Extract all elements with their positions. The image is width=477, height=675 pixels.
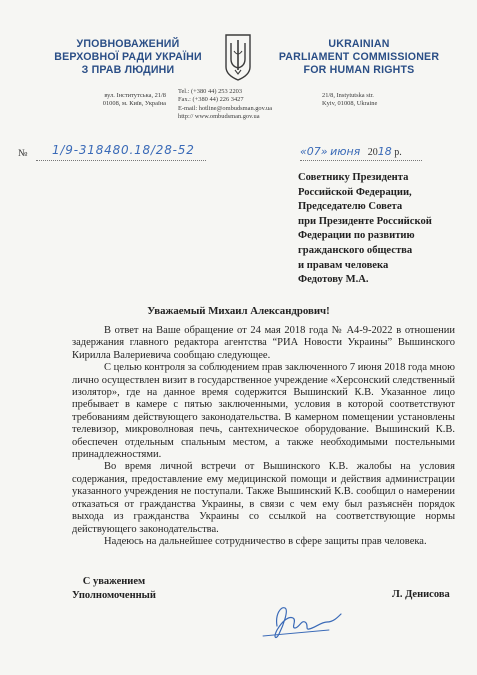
letter-date <box>300 145 402 158</box>
address-line: Kyiv, 01008, Ukraine <box>322 100 378 108</box>
recipient-line: Советнику Президента <box>298 172 409 183</box>
address-line: 21/8, Instytutska str. <box>322 92 374 99</box>
recipient-line: Председателю Совета <box>298 201 403 213</box>
address-ukrainian <box>62 92 166 109</box>
body-paragraph: В ответ на Ваше обращение от 24 мая 2018 года № А4-9-2022 в отношении задержания главного редактора агентства “РИА Новости Украины” Вышинского Кирилла Валериевича сообщаю следующее. <box>72 325 455 361</box>
org-en-line: PARLIAMENT COMMISSIONER <box>278 51 440 63</box>
body-paragraph: С целью контроля за соблюдением прав заключенного 7 июня 2018 года мною лично осуществлен визит в государственное учреждение «Херсонский следственный изолятор», где на данное время содержится Вышинский К.В. Указанное лицо пребывает в камере с пятью заключенными, условия в которой соответствуют требованиям действующего законодательства. В камерном помещении установлены телевизор, микроволновая печь, сантехническое оборудование. Вышинский К.В. обеспечен отдельным спальным местом, а также необходимыми постельными принадлежностями. <box>72 362 455 461</box>
phone: Tel.: (+380 44) 253 2203 <box>178 88 243 95</box>
trident-emblem-icon <box>223 33 253 81</box>
recipient-line: Российской Федерации, <box>298 186 412 198</box>
date-year: 18 <box>377 145 392 158</box>
handwritten-signature <box>255 596 347 646</box>
org-ua-line: З ПРАВ ЛЮДИНИ <box>81 64 175 76</box>
reference-underline <box>36 160 206 161</box>
recipient-line: Федерации по развитию <box>298 230 415 242</box>
email: E-mail: hotline@ombudsman.gov.ua <box>178 104 273 112</box>
greeting: Уважаемый Михаил Александрович! <box>147 305 330 317</box>
body-paragraph: Во время личной встречи от Вышинского К.В. жалобы на условия содержания, предоставление ему медицинской помощи и действия администрации указанного учреждения не поступали. Также Вышинский К.В. сообщил о намерении отказаться от гражданства Украины, в связи с чем ему был разъяснён порядок выхода из гражданства Украины со ссылкой на соответствующие нормы действующего законодательства. <box>72 461 455 535</box>
contact-block <box>178 88 318 122</box>
org-name-ukrainian <box>42 38 214 77</box>
reference-number-prefix: № <box>18 148 28 159</box>
website: http:// www.ombudsman.gov.ua <box>178 113 260 121</box>
signer-name: Л. Денисова <box>392 589 450 600</box>
org-en-line: FOR HUMAN RIGHTS <box>303 64 415 76</box>
address-line: вул. Інститутська, 21/8 <box>104 92 166 99</box>
closing-line: С уважением <box>82 576 146 587</box>
closing-line: Уполномоченный <box>72 590 156 601</box>
address-english <box>322 92 432 109</box>
recipient-line: и правам человека <box>298 259 389 271</box>
fax: Fax.: (+380 44) 226 3427 <box>178 96 244 104</box>
date-month: июня <box>330 145 361 158</box>
date-day: «07» <box>300 145 328 158</box>
address-line: 01008, м. Київ, Україна <box>102 100 166 108</box>
date-year-prefix: 20 <box>367 147 378 158</box>
letter-body <box>72 325 455 548</box>
date-underline <box>300 160 422 161</box>
date-suffix: р. <box>394 147 402 158</box>
body-paragraph: Надеюсь на дальнейшее сотрудничество в сфере защиты прав человека. <box>104 535 427 547</box>
closing-block <box>72 575 156 603</box>
org-name-english <box>274 38 444 77</box>
recipient-line: при Президенте Российской <box>298 215 432 227</box>
org-en-line: UKRAINIAN <box>328 38 390 50</box>
org-ua-line: УПОВНОВАЖЕНИЙ <box>76 38 180 50</box>
recipient-line: Федотову М.А. <box>298 274 369 286</box>
reference-number: 1/9-318480.18/28-52 <box>52 143 195 157</box>
recipient-line: гражданского общества <box>298 244 413 256</box>
org-ua-line: ВЕРХОВНОЇ РАДИ УКРАЇНИ <box>54 51 202 63</box>
recipient-block <box>298 171 468 288</box>
